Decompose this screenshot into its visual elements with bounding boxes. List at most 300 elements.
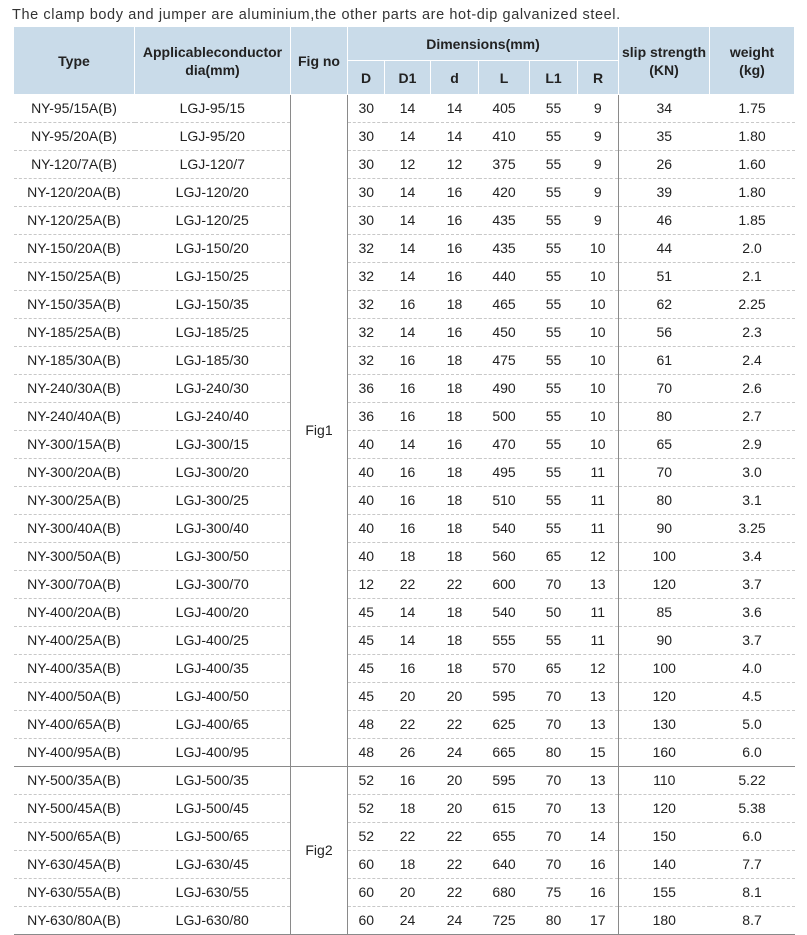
cell-R: 9: [578, 207, 619, 235]
cell-D1: 14: [385, 263, 431, 291]
cell-conductor: LGJ-185/30: [135, 347, 291, 375]
cell-L: 655: [479, 823, 530, 851]
cell-weight: 2.7: [710, 403, 795, 431]
cell-R: 10: [578, 431, 619, 459]
cell-D1: 16: [385, 487, 431, 515]
cell-type: NY-500/45A(B): [14, 795, 135, 823]
cell-slip-strength: 85: [619, 599, 710, 627]
table-row: [14, 431, 795, 459]
cell-weight: 3.6: [710, 599, 795, 627]
cell-d: 18: [431, 375, 479, 403]
cell-conductor: LGJ-120/20: [135, 179, 291, 207]
cell-L: 410: [479, 123, 530, 151]
table-row: [14, 599, 795, 627]
cell-L1: 70: [530, 767, 578, 795]
cell-L: 500: [479, 403, 530, 431]
cell-slip-strength: 39: [619, 179, 710, 207]
cell-D1: 16: [385, 459, 431, 487]
cell-D: 40: [348, 515, 385, 543]
cell-d: 16: [431, 179, 479, 207]
table-row: [14, 627, 795, 655]
cell-L1: 55: [530, 459, 578, 487]
cell-slip-strength: 51: [619, 263, 710, 291]
cell-L1: 65: [530, 655, 578, 683]
table-row: [14, 571, 795, 599]
cell-R: 9: [578, 151, 619, 179]
cell-conductor: LGJ-95/15: [135, 95, 291, 123]
cell-D1: 22: [385, 571, 431, 599]
cell-L1: 55: [530, 235, 578, 263]
cell-d: 22: [431, 711, 479, 739]
cell-R: 13: [578, 767, 619, 795]
cell-D: 40: [348, 459, 385, 487]
cell-type: NY-400/95A(B): [14, 739, 135, 767]
cell-weight: 8.1: [710, 879, 795, 907]
cell-D1: 14: [385, 627, 431, 655]
cell-weight: 3.4: [710, 543, 795, 571]
cell-type: NY-400/50A(B): [14, 683, 135, 711]
cell-weight: 5.0: [710, 711, 795, 739]
cell-D1: 14: [385, 207, 431, 235]
cell-d: 18: [431, 655, 479, 683]
cell-L: 625: [479, 711, 530, 739]
cell-d: 18: [431, 459, 479, 487]
cell-weight: 4.5: [710, 683, 795, 711]
cell-L: 540: [479, 515, 530, 543]
cell-D: 52: [348, 795, 385, 823]
cell-slip-strength: 56: [619, 319, 710, 347]
table-row: [14, 151, 795, 179]
cell-D1: 18: [385, 851, 431, 879]
cell-D: 32: [348, 235, 385, 263]
cell-R: 17: [578, 907, 619, 935]
header-d: d: [431, 61, 479, 95]
cell-conductor: LGJ-120/25: [135, 207, 291, 235]
cell-slip-strength: 44: [619, 235, 710, 263]
cell-L: 640: [479, 851, 530, 879]
cell-d: 16: [431, 207, 479, 235]
cell-slip-strength: 140: [619, 851, 710, 879]
table-row: [14, 767, 795, 795]
cell-L1: 55: [530, 347, 578, 375]
cell-conductor: LGJ-300/70: [135, 571, 291, 599]
cell-d: 18: [431, 627, 479, 655]
cell-weight: 2.6: [710, 375, 795, 403]
cell-D1: 14: [385, 123, 431, 151]
cell-R: 10: [578, 235, 619, 263]
cell-slip-strength: 110: [619, 767, 710, 795]
table-row: [14, 795, 795, 823]
table-row: [14, 543, 795, 571]
cell-R: 9: [578, 179, 619, 207]
header-fig-no: Fig no: [291, 27, 348, 95]
cell-conductor: LGJ-630/55: [135, 879, 291, 907]
cell-R: 10: [578, 375, 619, 403]
cell-L: 435: [479, 207, 530, 235]
cell-type: NY-500/35A(B): [14, 767, 135, 795]
table-row: [14, 319, 795, 347]
cell-D: 32: [348, 347, 385, 375]
cell-slip-strength: 62: [619, 291, 710, 319]
cell-slip-strength: 46: [619, 207, 710, 235]
cell-weight: 5.22: [710, 767, 795, 795]
cell-slip-strength: 70: [619, 375, 710, 403]
header-dimensions: Dimensions(mm): [348, 27, 619, 61]
table-row: [14, 907, 795, 935]
cell-weight: 1.80: [710, 179, 795, 207]
header-D1: D1: [385, 61, 431, 95]
cell-weight: 3.1: [710, 487, 795, 515]
cell-type: NY-630/55A(B): [14, 879, 135, 907]
cell-D: 30: [348, 123, 385, 151]
cell-L: 420: [479, 179, 530, 207]
cell-L: 570: [479, 655, 530, 683]
cell-L1: 70: [530, 683, 578, 711]
cell-type: NY-300/70A(B): [14, 571, 135, 599]
cell-L1: 55: [530, 627, 578, 655]
cell-type: NY-240/30A(B): [14, 375, 135, 403]
cell-d: 18: [431, 515, 479, 543]
cell-weight: 1.75: [710, 95, 795, 123]
table-caption: The clamp body and jumper are aluminium,the other parts are hot-dip galvanized steel.: [12, 7, 621, 23]
cell-D1: 14: [385, 95, 431, 123]
cell-type: NY-120/20A(B): [14, 179, 135, 207]
cell-D1: 14: [385, 319, 431, 347]
cell-R: 12: [578, 655, 619, 683]
cell-weight: 1.60: [710, 151, 795, 179]
cell-d: 18: [431, 599, 479, 627]
cell-D: 30: [348, 151, 385, 179]
cell-type: NY-150/20A(B): [14, 235, 135, 263]
cell-L1: 70: [530, 851, 578, 879]
cell-d: 20: [431, 767, 479, 795]
cell-D1: 22: [385, 823, 431, 851]
cell-weight: 2.25: [710, 291, 795, 319]
cell-L1: 55: [530, 123, 578, 151]
cell-conductor: LGJ-400/95: [135, 739, 291, 767]
cell-d: 18: [431, 487, 479, 515]
header-conductor-line2: dia(mm): [185, 61, 240, 78]
cell-D1: 20: [385, 683, 431, 711]
cell-type: NY-185/25A(B): [14, 319, 135, 347]
cell-L: 490: [479, 375, 530, 403]
cell-d: 22: [431, 851, 479, 879]
cell-R: 13: [578, 711, 619, 739]
cell-L1: 55: [530, 207, 578, 235]
cell-conductor: LGJ-300/15: [135, 431, 291, 459]
cell-slip-strength: 65: [619, 431, 710, 459]
cell-D1: 26: [385, 739, 431, 767]
cell-D1: 12: [385, 151, 431, 179]
cell-conductor: LGJ-400/20: [135, 599, 291, 627]
cell-d: 12: [431, 151, 479, 179]
cell-D1: 16: [385, 655, 431, 683]
cell-L1: 55: [530, 319, 578, 347]
cell-d: 24: [431, 739, 479, 767]
cell-type: NY-630/80A(B): [14, 907, 135, 935]
cell-d: 18: [431, 543, 479, 571]
cell-slip-strength: 34: [619, 95, 710, 123]
cell-L1: 55: [530, 263, 578, 291]
fig-label: Fig1: [291, 95, 348, 767]
cell-conductor: LGJ-120/7: [135, 151, 291, 179]
cell-D: 36: [348, 375, 385, 403]
header-conductor: [135, 27, 291, 95]
table-row: [14, 487, 795, 515]
cell-L: 615: [479, 795, 530, 823]
cell-D: 52: [348, 823, 385, 851]
cell-type: NY-300/40A(B): [14, 515, 135, 543]
cell-L1: 55: [530, 487, 578, 515]
cell-L1: 55: [530, 515, 578, 543]
cell-weight: 1.80: [710, 123, 795, 151]
cell-D1: 16: [385, 767, 431, 795]
cell-weight: 3.0: [710, 459, 795, 487]
cell-L1: 75: [530, 879, 578, 907]
cell-D1: 14: [385, 599, 431, 627]
cell-weight: 4.0: [710, 655, 795, 683]
cell-weight: 7.7: [710, 851, 795, 879]
cell-D: 30: [348, 207, 385, 235]
cell-d: 18: [431, 291, 479, 319]
cell-L: 475: [479, 347, 530, 375]
cell-R: 11: [578, 487, 619, 515]
header-L: L: [479, 61, 530, 95]
cell-D: 40: [348, 543, 385, 571]
cell-type: NY-120/25A(B): [14, 207, 135, 235]
cell-L: 725: [479, 907, 530, 935]
cell-L1: 55: [530, 375, 578, 403]
cell-D1: 22: [385, 711, 431, 739]
cell-conductor: LGJ-400/50: [135, 683, 291, 711]
cell-slip-strength: 160: [619, 739, 710, 767]
cell-type: NY-400/35A(B): [14, 655, 135, 683]
cell-weight: 3.7: [710, 571, 795, 599]
cell-d: 20: [431, 795, 479, 823]
fig-label: Fig2: [291, 767, 348, 935]
cell-L: 450: [479, 319, 530, 347]
cell-R: 14: [578, 823, 619, 851]
cell-slip-strength: 35: [619, 123, 710, 151]
cell-type: NY-150/25A(B): [14, 263, 135, 291]
clamp-spec-table: [13, 26, 795, 935]
cell-slip-strength: 80: [619, 487, 710, 515]
header-weight: [710, 27, 795, 95]
cell-slip-strength: 180: [619, 907, 710, 935]
cell-D: 45: [348, 599, 385, 627]
header-L1: L1: [530, 61, 578, 95]
table-row: [14, 459, 795, 487]
cell-type: NY-300/25A(B): [14, 487, 135, 515]
cell-L1: 55: [530, 151, 578, 179]
cell-weight: 3.25: [710, 515, 795, 543]
cell-d: 22: [431, 879, 479, 907]
cell-conductor: LGJ-400/65: [135, 711, 291, 739]
cell-type: NY-630/45A(B): [14, 851, 135, 879]
cell-d: 22: [431, 571, 479, 599]
cell-L1: 50: [530, 599, 578, 627]
cell-R: 10: [578, 319, 619, 347]
cell-L: 540: [479, 599, 530, 627]
cell-slip-strength: 155: [619, 879, 710, 907]
cell-conductor: LGJ-150/35: [135, 291, 291, 319]
cell-type: NY-400/20A(B): [14, 599, 135, 627]
cell-R: 13: [578, 795, 619, 823]
cell-slip-strength: 80: [619, 403, 710, 431]
table-row: [14, 207, 795, 235]
cell-type: NY-150/35A(B): [14, 291, 135, 319]
cell-conductor: LGJ-400/25: [135, 627, 291, 655]
cell-conductor: LGJ-240/30: [135, 375, 291, 403]
cell-slip-strength: 100: [619, 543, 710, 571]
cell-R: 10: [578, 263, 619, 291]
cell-D: 45: [348, 655, 385, 683]
cell-type: NY-400/65A(B): [14, 711, 135, 739]
cell-slip-strength: 120: [619, 795, 710, 823]
cell-D1: 18: [385, 795, 431, 823]
cell-L1: 80: [530, 907, 578, 935]
table-row: [14, 375, 795, 403]
cell-weight: 8.7: [710, 907, 795, 935]
cell-conductor: LGJ-300/40: [135, 515, 291, 543]
cell-type: NY-400/25A(B): [14, 627, 135, 655]
cell-D: 12: [348, 571, 385, 599]
cell-R: 16: [578, 879, 619, 907]
cell-D: 40: [348, 487, 385, 515]
table-row: [14, 179, 795, 207]
cell-D: 32: [348, 291, 385, 319]
cell-L: 665: [479, 739, 530, 767]
cell-type: NY-240/40A(B): [14, 403, 135, 431]
cell-slip-strength: 61: [619, 347, 710, 375]
cell-R: 15: [578, 739, 619, 767]
cell-D1: 16: [385, 347, 431, 375]
table-header: [14, 27, 795, 95]
cell-L: 435: [479, 235, 530, 263]
cell-D1: 16: [385, 403, 431, 431]
table-row: [14, 711, 795, 739]
header-R: R: [578, 61, 619, 95]
cell-D1: 16: [385, 375, 431, 403]
cell-D: 40: [348, 431, 385, 459]
cell-slip-strength: 120: [619, 571, 710, 599]
table-row: [14, 823, 795, 851]
cell-D1: 14: [385, 235, 431, 263]
cell-D: 48: [348, 711, 385, 739]
cell-slip-strength: 90: [619, 627, 710, 655]
cell-d: 24: [431, 907, 479, 935]
cell-weight: 2.9: [710, 431, 795, 459]
cell-d: 14: [431, 123, 479, 151]
cell-conductor: LGJ-150/25: [135, 263, 291, 291]
cell-d: 18: [431, 403, 479, 431]
header-weight-line1: weight: [729, 43, 775, 60]
cell-slip-strength: 26: [619, 151, 710, 179]
cell-type: NY-120/7A(B): [14, 151, 135, 179]
cell-d: 20: [431, 683, 479, 711]
table-row: [14, 263, 795, 291]
cell-L1: 55: [530, 403, 578, 431]
header-type: Type: [14, 27, 135, 95]
cell-D: 32: [348, 263, 385, 291]
cell-L: 600: [479, 571, 530, 599]
header-slip-line1: slip strength: [622, 43, 707, 60]
cell-D1: 18: [385, 543, 431, 571]
table-row: [14, 403, 795, 431]
cell-D1: 14: [385, 431, 431, 459]
cell-L: 375: [479, 151, 530, 179]
cell-d: 16: [431, 263, 479, 291]
cell-L: 465: [479, 291, 530, 319]
cell-weight: 5.38: [710, 795, 795, 823]
cell-type: NY-300/50A(B): [14, 543, 135, 571]
cell-d: 16: [431, 235, 479, 263]
table-row: [14, 235, 795, 263]
cell-D: 60: [348, 851, 385, 879]
cell-L: 440: [479, 263, 530, 291]
cell-L: 495: [479, 459, 530, 487]
cell-weight: 1.85: [710, 207, 795, 235]
cell-conductor: LGJ-630/80: [135, 907, 291, 935]
header-slip-line2: (KN): [649, 61, 679, 78]
cell-R: 11: [578, 627, 619, 655]
cell-weight: 2.1: [710, 263, 795, 291]
table-row: [14, 347, 795, 375]
cell-D: 60: [348, 879, 385, 907]
table-row: [14, 655, 795, 683]
cell-L: 595: [479, 767, 530, 795]
cell-D: 30: [348, 95, 385, 123]
cell-conductor: LGJ-300/50: [135, 543, 291, 571]
cell-R: 11: [578, 515, 619, 543]
cell-weight: 2.4: [710, 347, 795, 375]
cell-d: 18: [431, 347, 479, 375]
cell-L1: 70: [530, 571, 578, 599]
cell-L: 470: [479, 431, 530, 459]
cell-D1: 14: [385, 179, 431, 207]
cell-D1: 20: [385, 879, 431, 907]
table-row: [14, 95, 795, 123]
cell-R: 10: [578, 291, 619, 319]
cell-L: 510: [479, 487, 530, 515]
header-conductor-line1: Applicableconductor: [142, 43, 283, 60]
cell-L1: 65: [530, 543, 578, 571]
table-body: [14, 95, 795, 935]
table-row: [14, 683, 795, 711]
cell-conductor: LGJ-300/25: [135, 487, 291, 515]
cell-d: 14: [431, 95, 479, 123]
cell-weight: 6.0: [710, 739, 795, 767]
cell-type: NY-95/20A(B): [14, 123, 135, 151]
cell-weight: 3.7: [710, 627, 795, 655]
cell-conductor: LGJ-400/35: [135, 655, 291, 683]
cell-slip-strength: 70: [619, 459, 710, 487]
cell-type: NY-300/15A(B): [14, 431, 135, 459]
cell-L: 405: [479, 95, 530, 123]
cell-slip-strength: 100: [619, 655, 710, 683]
cell-R: 10: [578, 347, 619, 375]
header-weight-line2: (kg): [739, 61, 765, 78]
cell-L: 595: [479, 683, 530, 711]
cell-conductor: LGJ-500/65: [135, 823, 291, 851]
cell-R: 10: [578, 403, 619, 431]
cell-R: 16: [578, 851, 619, 879]
cell-type: NY-95/15A(B): [14, 95, 135, 123]
cell-D1: 16: [385, 291, 431, 319]
cell-L: 560: [479, 543, 530, 571]
cell-R: 9: [578, 123, 619, 151]
cell-D: 48: [348, 739, 385, 767]
